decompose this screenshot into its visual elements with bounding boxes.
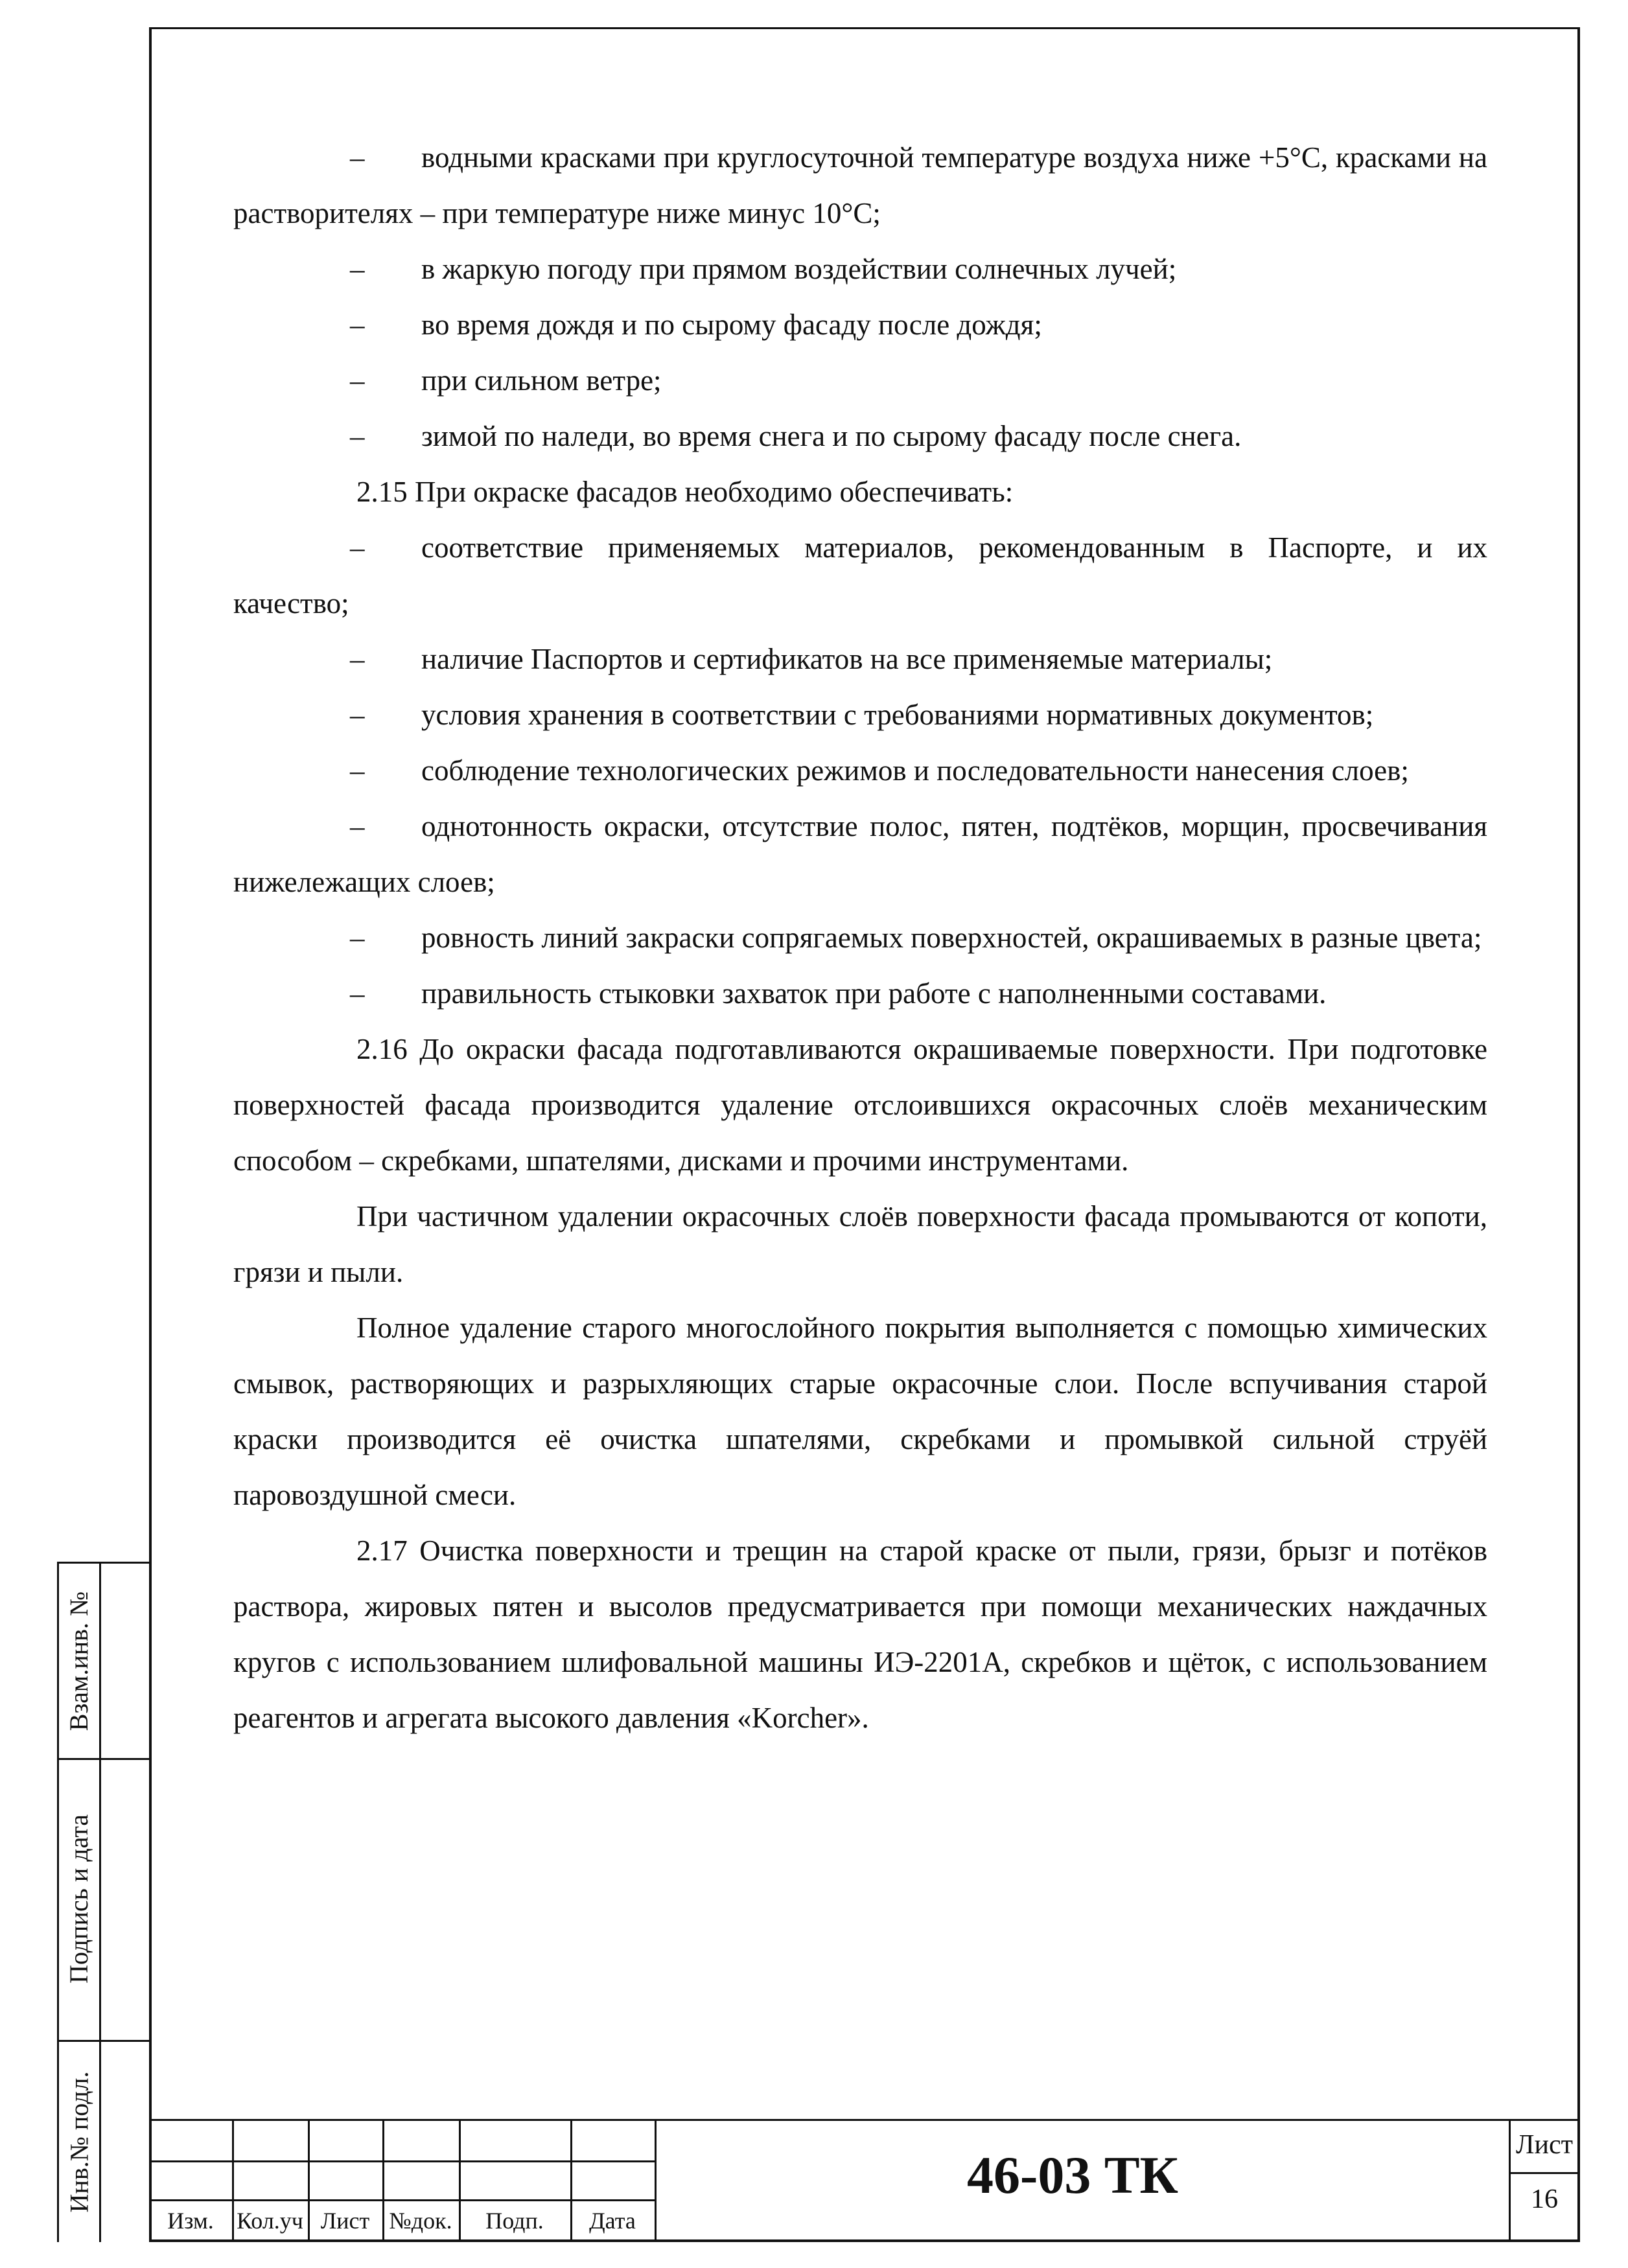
paragraph: При частичном удалении окрасочных слоёв поверхности фасада промываются от копоти, грязи и пыли. bbox=[233, 1200, 1487, 1288]
paragraph: 2.15 При окраске фасадов необходимо обеспечивать: bbox=[356, 476, 1014, 508]
replacement-inventory-label: Взам.инв. № bbox=[64, 1591, 94, 1731]
header-sheet: Лист bbox=[320, 2208, 370, 2234]
header-date: Дата bbox=[589, 2208, 636, 2234]
header-revision: Изм. bbox=[167, 2208, 214, 2234]
list-item: – во время дождя и по сырому фасаду после дождя; bbox=[350, 308, 1042, 341]
header-doc-number: №док. bbox=[389, 2208, 452, 2234]
document-body bbox=[233, 130, 1487, 1746]
header-signature: Подп. bbox=[485, 2208, 544, 2234]
sheet-label: Лист bbox=[1516, 2130, 1573, 2160]
margin-stamp bbox=[57, 1562, 149, 2242]
document-code: 46-03 ТК bbox=[967, 2146, 1178, 2204]
title-block bbox=[149, 2119, 1580, 2242]
title-block-top-line bbox=[149, 2119, 1580, 2121]
list-item: – наличие Паспортов и сертификатов на все применяемые материалы; bbox=[350, 643, 1273, 675]
paragraph: Полное удаление старого многослойного покрытия выполняется с помощью химических смывок, растворяющих и разрыхляющих старые окрасочные слои. После вспучивания старой краски производится её очистка шпателями, скребками и промывкой сильной струёй паровоздушной смеси. bbox=[233, 1312, 1487, 1511]
list-item: – соблюдение технологических режимов и последовательности нанесения слоев; bbox=[350, 754, 1409, 787]
list-item: – соответствие применяемых материалов, рекомендованным в Паспорте, и их качество; bbox=[233, 531, 1487, 619]
paragraph: 2.17 Очистка поверхности и трещин на старой краске от пыли, грязи, брызг и потёков раствора, жировых пятен и высолов предусматривается при помощи механических наждачных кругов с использованием шлифовальной машины ИЭ-2201А, скребков и щёток, с использованием реагентов и агрегата высокого давления «Korcher». bbox=[233, 1534, 1487, 1734]
list-item: – однотонность окраски, отсутствие полос, пятен, подтёков, морщин, просвечивания нижележащих слоев; bbox=[233, 810, 1487, 898]
list-item: – в жаркую погоду при прямом воздействии солнечных лучей; bbox=[350, 253, 1177, 285]
header-count: Кол.уч bbox=[237, 2208, 303, 2234]
original-inventory-label: Инв.№ подл. bbox=[64, 2071, 94, 2213]
margin-column-divider bbox=[99, 1564, 101, 2242]
list-item: – при сильном ветре; bbox=[350, 364, 662, 397]
title-block-row-line bbox=[149, 2160, 655, 2162]
list-item: – ровность линий закраски сопрягаемых поверхностей, окрашиваемых в разные цвета; bbox=[350, 921, 1482, 954]
signature-date-label: Подпись и дата bbox=[64, 1814, 94, 1984]
sheet-row-line bbox=[1509, 2172, 1580, 2174]
list-item: – водными красками при круглосуточной температуре воздуха ниже +5°С, красками на растворителях – при температуре ниже минус 10°С; bbox=[233, 141, 1487, 229]
sheet-number: 16 bbox=[1531, 2184, 1558, 2214]
paragraph: 2.16 До окраски фасада подготавливаются окрашиваемые поверхности. При подготовке поверхностей фасада производится удаление отслоившихся окрасочных слоёв механическим способом – скребками, шпателями, дисками и прочими инструментами. bbox=[233, 1033, 1487, 1177]
list-item: – правильность стыковки захваток при работе с наполненными составами. bbox=[350, 977, 1327, 1010]
title-block-row-line bbox=[149, 2199, 655, 2201]
list-item: – условия хранения в соответствии с требованиями нормативных документов; bbox=[350, 699, 1374, 731]
list-item: – зимой по наледи, во время снега и по сырому фасаду после снега. bbox=[350, 420, 1242, 452]
